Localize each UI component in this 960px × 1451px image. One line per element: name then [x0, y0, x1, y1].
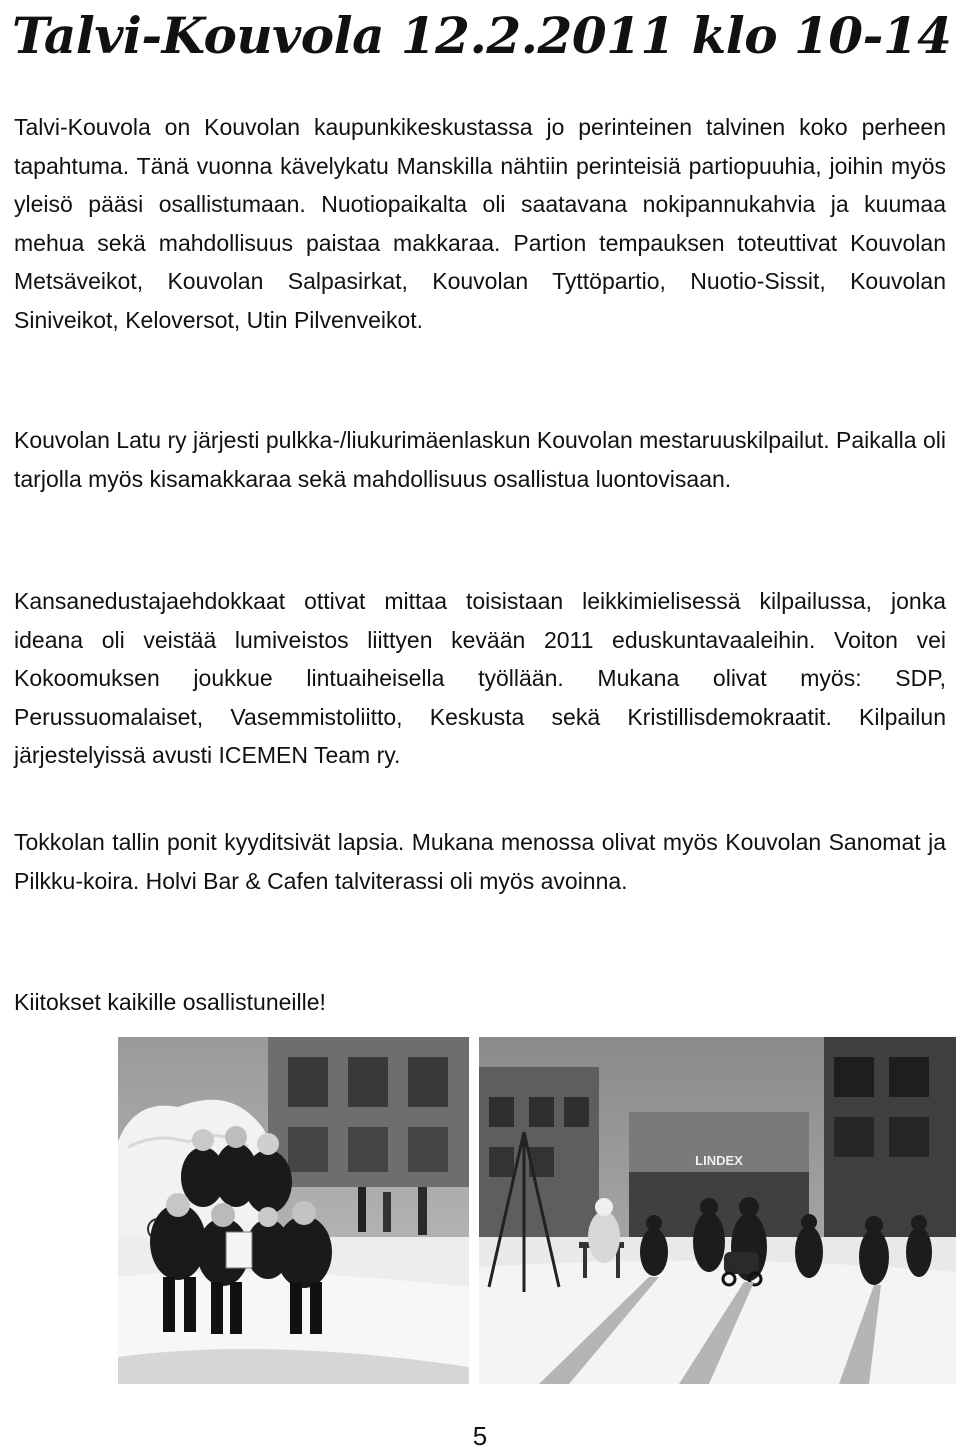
photo-pedestrian-street [479, 1037, 956, 1384]
paragraph-scouting: Talvi-Kouvola on Kouvolan kaupunkikeskustassa jo perinteinen talvinen koko perheen tapahtuma. Tänä vuonna kävelykatu Manskilla nähtiin perinteisiä partiopuuhia, joihin myös yleisö pääsi osallistumaan. Nuotiopaikalta oli saatavana nokipannukahvia ja kuumaa mehua sekä mahdollisuus paistaa makkaraa. Partion tempauksen toteuttivat Kouvolan Metsäveikot, Kouvolan Salpasirkat, Kouvolan Tyttöpartio, Nuotio-Sissit, Kouvolan Siniveikot, Keloversot, Utin Pilvenveikot. [14, 114, 946, 333]
paragraph-snow-sculpture: Kansanedustajaehdokkaat ottivat mittaa toisistaan leikkimielisessä kilpailussa, jonka ideana oli veistää lumiveistos liittyen kevään 2011 eduskuntavaaleihin. Voiton vei Kokoomuksen joukkue lintuaiheisella työllään. Mukana olivat myös: SDP, Perussuomalaiset, Vasemmistoliitto, Keskusta sekä Kristillisdemokraatit. Kilpailun järjestelyissä avusti ICEMEN Team ry. [14, 588, 946, 768]
page-number: 5 [472, 1421, 488, 1451]
paragraph-sledding: Kouvolan Latu ry järjesti pulkka-/liukurimäenlaskun Kouvolan mestaruuskilpailut. Paikalla oli tarjolla myös kisamakkaraa sekä mahdollisuus osallistua luontovisaan. [14, 427, 946, 492]
photo-snow-sculpture-team [118, 1037, 469, 1384]
page-title: Talvi-Kouvola 12.2.2011 klo 10-14 [12, 6, 952, 65]
paragraph-ponies: Tokkolan tallin ponit kyyditsivät lapsia. Mukana menossa olivat myös Kouvolan Sanomat ja Pilkku-koira. Holvi Bar & Cafen talviterassi oli myös avoinna. [14, 829, 946, 894]
paragraph-thanks: Kiitokset kaikille osallistuneille! [14, 989, 326, 1015]
store-sign-text: LINDEX [695, 1153, 743, 1168]
